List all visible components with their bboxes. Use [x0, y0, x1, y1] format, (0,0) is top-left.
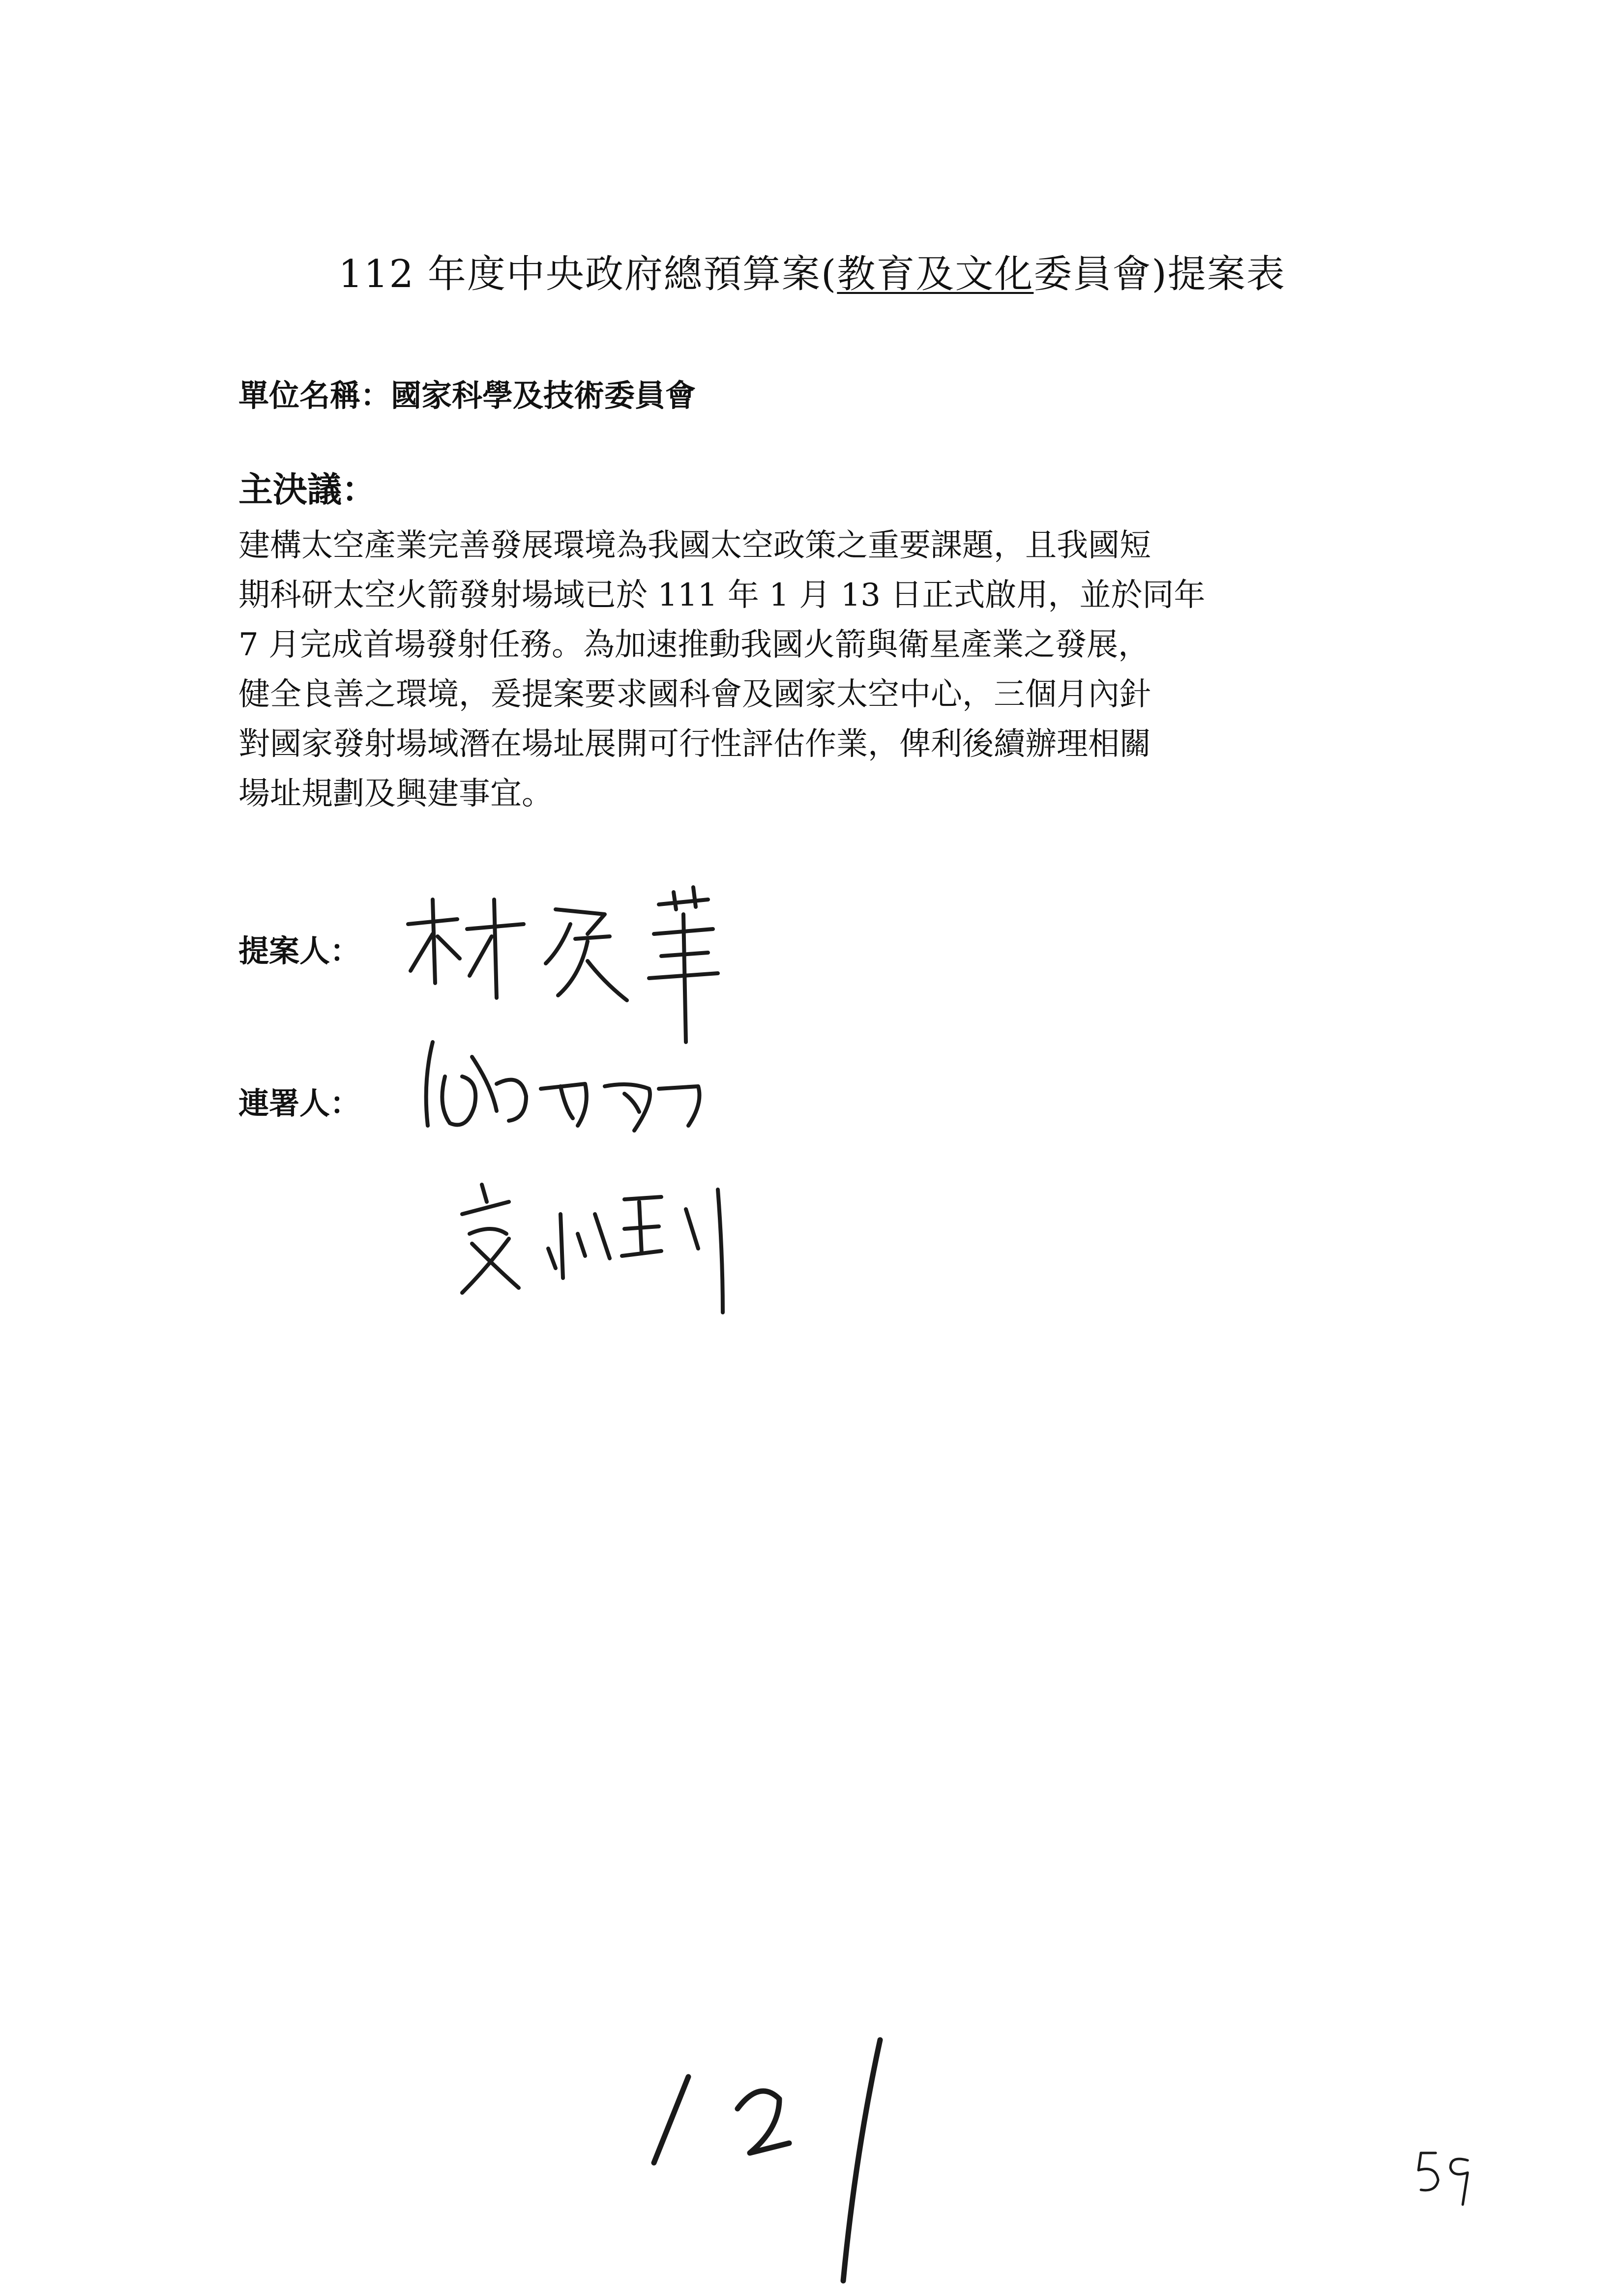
resolution-label: 主決議： [238, 469, 376, 510]
handwritten-number [654, 2040, 880, 2281]
title-committee: 教育及文化 [837, 252, 1034, 296]
resolution-line: 健全良善之環境，爰提案要求國科會及國家太空中心，三個月內針 [238, 676, 1151, 713]
proposer-signature [408, 887, 718, 1042]
resolution-line: 建構太空產業完善發展環境為我國太空政策之重要課題，且我國短 [238, 527, 1151, 564]
resolution-line: 期科研太空火箭發射場域已於 111 年 1 月 13 日正式啟用，並於同年 [238, 577, 1206, 613]
cosigner-signature [426, 1042, 700, 1131]
resolution-line: 場址規劃及興建事宜。 [238, 776, 553, 812]
unit-label: 單位名稱： [238, 378, 391, 413]
cosigner-label: 連署人： [238, 1085, 361, 1121]
cosigner-signature-2 [462, 1185, 723, 1312]
resolution-line: 對國家發射場域潛在場址展開可行性評估作業，俾利後續辦理相關 [238, 726, 1151, 762]
unit-value: 國家科學及技術委員會 [391, 378, 696, 413]
resolution-line: 7 月完成首場發射任務。為加速推動我國火箭與衛星產業之發展， [238, 627, 1150, 663]
title-prefix: 112 年度中央政府總預算案( [338, 252, 837, 296]
proposer-label: 提案人： [238, 933, 361, 969]
page-number-mark [1418, 2153, 1468, 2205]
title-suffix: 委員會)提案表 [1033, 252, 1286, 296]
